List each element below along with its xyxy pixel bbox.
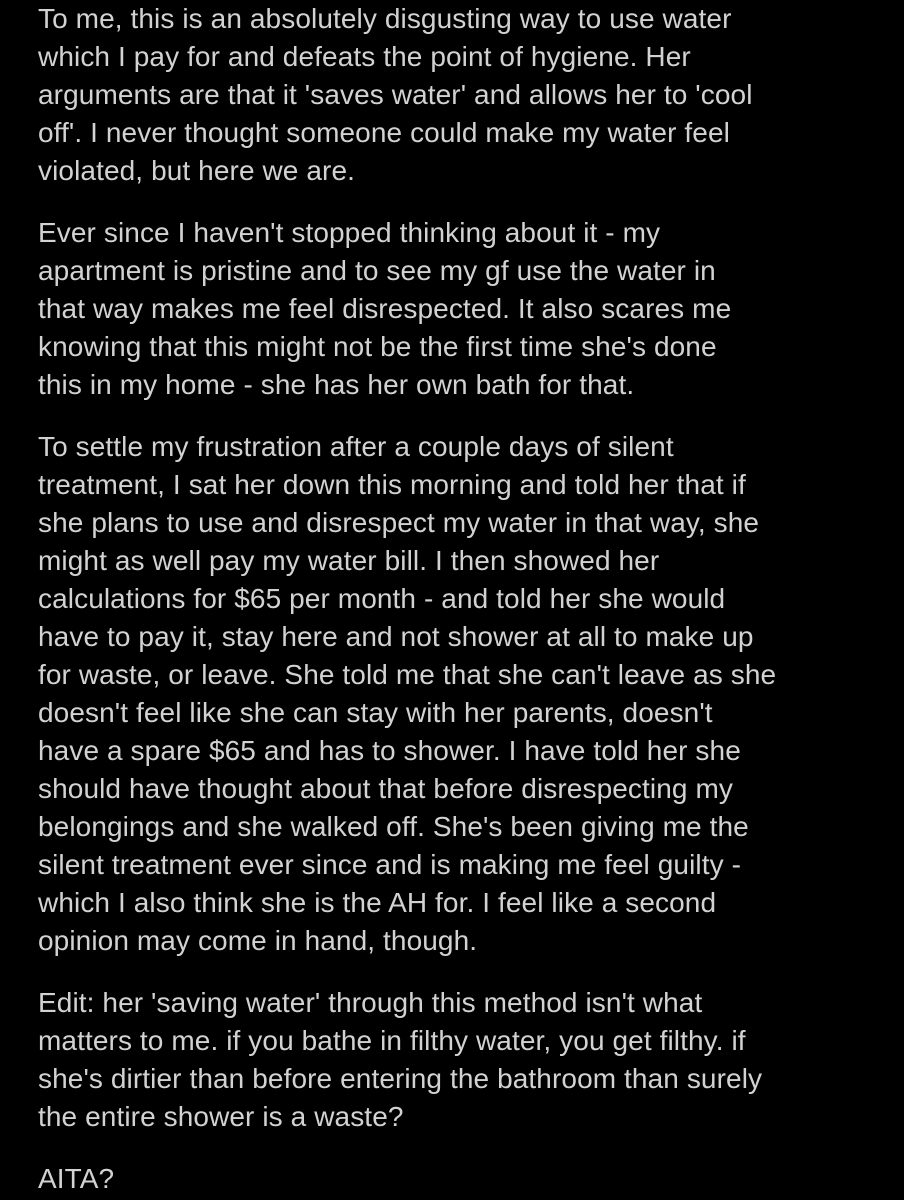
paragraph-spacer	[38, 404, 904, 428]
post-paragraph-3: To settle my frustration after a couple days of silent treatment, I sat her down this morning and told her that if she plans to use and disrespect my water in that way, she might as well pay my water bill. I then showed her calculations for $65 per month - and told her she would have to pay it, stay here and not shower at all to make up for waste, or leave. She told me that she can't leave as she doesn't feel like she can stay with her parents, doesn't have a spare $65 and has to shower. I have told her she should have thought about that before disrespecting my belongings and she walked off. She's been giving me the silent treatment ever since and is making me feel guilty - which I also think she is the AH for. I feel like a second opinion may come in hand, though.	[38, 431, 777, 956]
post-paragraph-5: AITA?	[38, 1163, 115, 1194]
post-paragraph-4: Edit: her 'saving water' through this method isn't what matters to me. if you bathe in filthy water, you get filthy. if she's dirtier than before entering the bathroom than surely the entire shower is a waste?	[38, 987, 763, 1132]
paragraph-spacer	[38, 1136, 904, 1160]
paragraph-spacer	[38, 960, 904, 984]
paragraph-spacer	[38, 190, 904, 214]
post-paragraph-1: To me, this is an absolutely disgusting way to use water which I pay for and defeats the point of hygiene. Her arguments are that it 'saves water' and allows her to 'cool off'. I never thought someone could make my water feel violated, but here we are.	[38, 3, 753, 186]
post-paragraph-2: Ever since I haven't stopped thinking about it - my apartment is pristine and to see my gf use the water in that way makes me feel disrespected. It also scares me knowing that this might not be the first time she's done this in my home - she has her own bath for that.	[38, 217, 732, 400]
